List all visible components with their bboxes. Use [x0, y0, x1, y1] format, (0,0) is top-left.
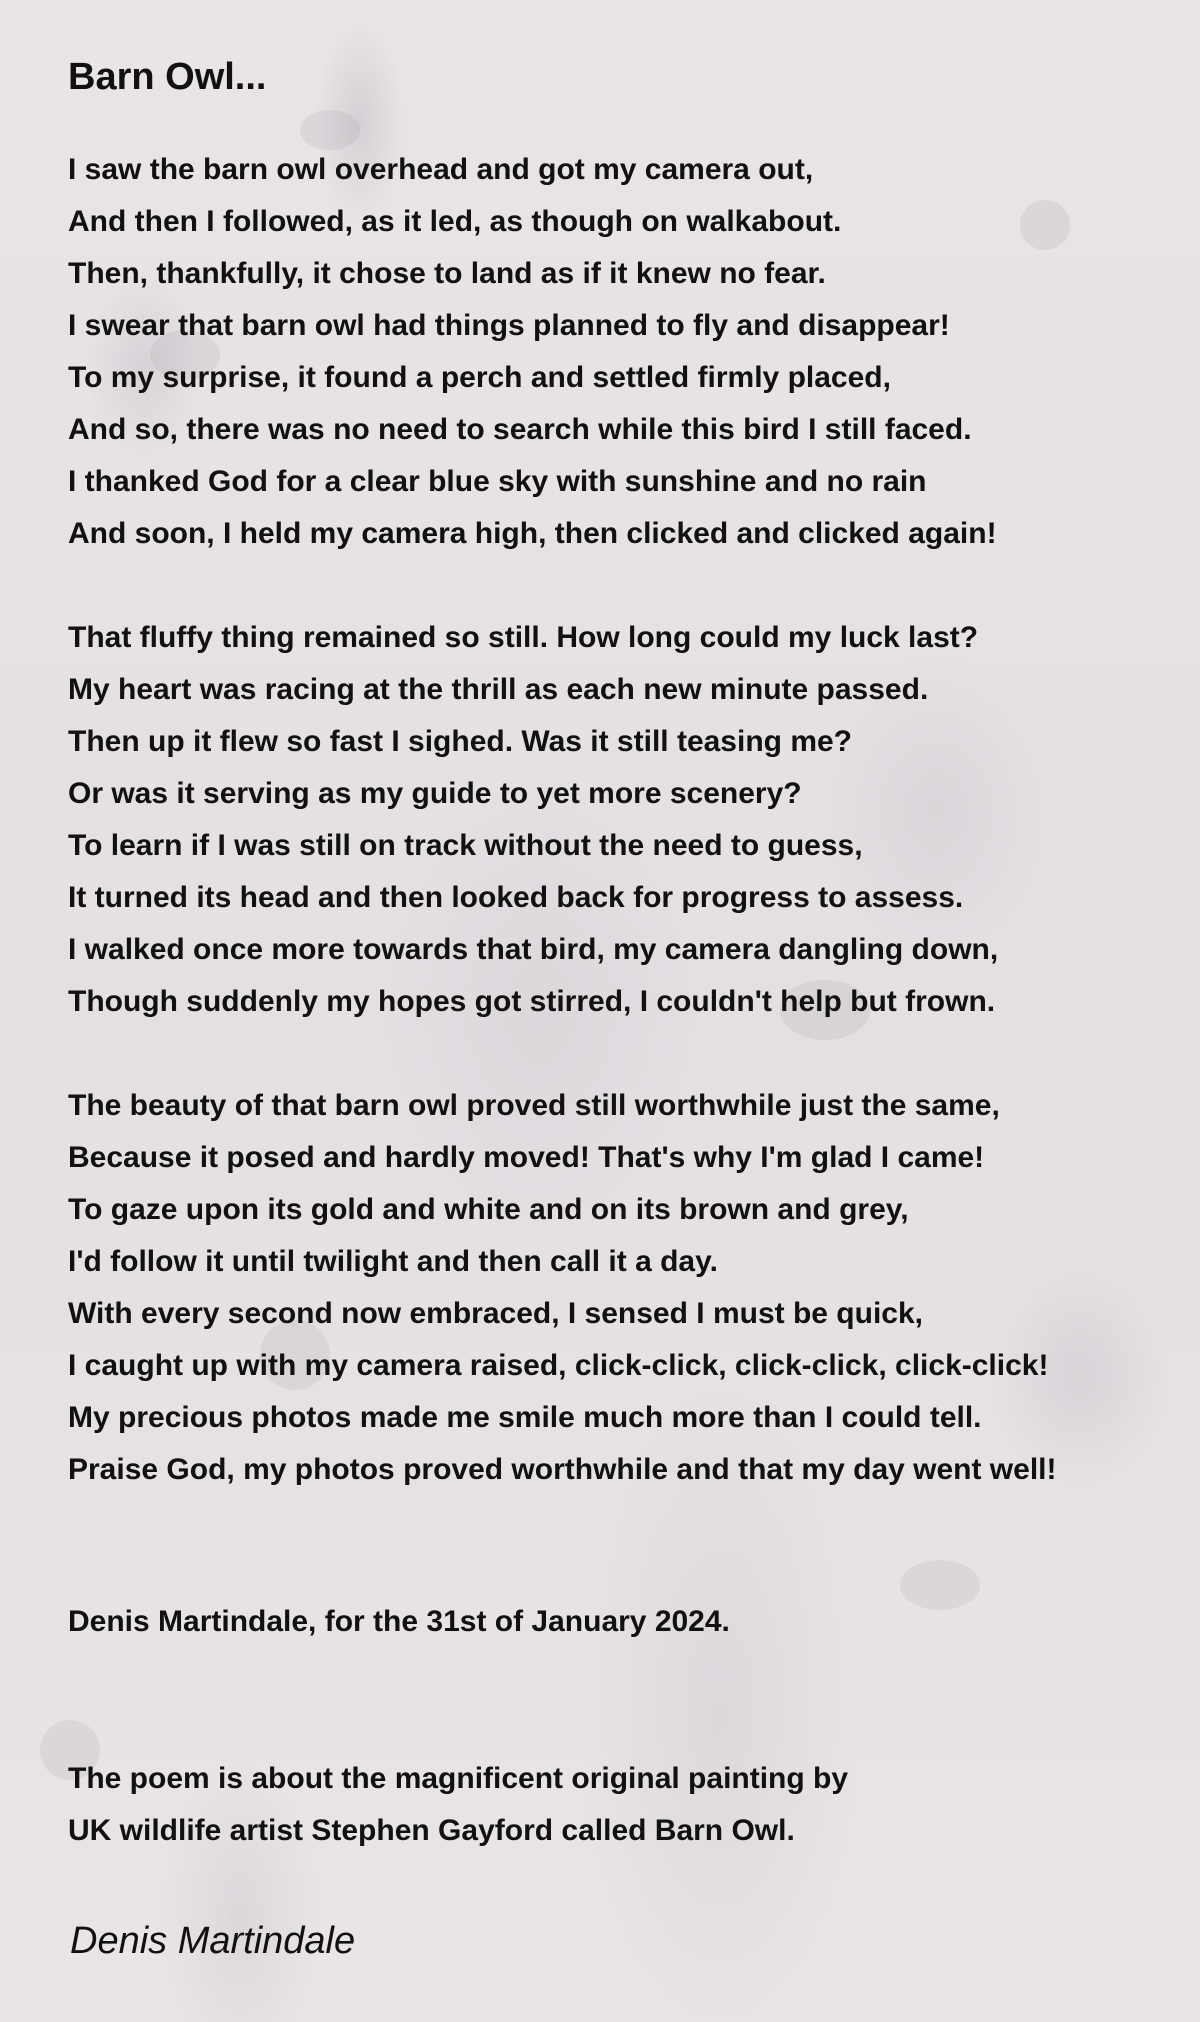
- poem-line: I walked once more towards that bird, my camera dangling down,: [68, 933, 999, 966]
- poem-note: [68, 1753, 1168, 1857]
- stanza-2: [68, 612, 1168, 1028]
- stanza-1: [68, 144, 1168, 560]
- poem-line: The beauty of that barn owl proved still worthwhile just the same,: [68, 1089, 1000, 1122]
- poem-line: Praise God, my photos proved worthwhile and that my day went well!: [68, 1453, 1057, 1486]
- poem-line: I'd follow it until twilight and then call it a day.: [68, 1245, 718, 1278]
- poem-line: I thanked God for a clear blue sky with sunshine and no rain: [68, 465, 927, 498]
- poem-line: Because it posed and hardly moved! That's why I'm glad I came!: [68, 1141, 985, 1174]
- poem-line: I saw the barn owl overhead and got my camera out,: [68, 153, 814, 186]
- poem-line: To my surprise, it found a perch and settled firmly placed,: [68, 361, 891, 394]
- poem-line: And then I followed, as it led, as though on walkabout.: [68, 205, 842, 238]
- poem-line: And so, there was no need to search while this bird I still faced.: [68, 413, 972, 446]
- poem-line: My precious photos made me smile much more than I could tell.: [68, 1401, 982, 1434]
- poem-line: It turned its head and then looked back for progress to assess.: [68, 881, 964, 914]
- poem-line: Then up it flew so fast I sighed. Was it still teasing me?: [68, 725, 852, 758]
- poem-line: To learn if I was still on track without the need to guess,: [68, 829, 863, 862]
- poem-line: With every second now embraced, I sensed I must be quick,: [68, 1297, 923, 1330]
- author-signature: Denis Martindale: [70, 1920, 356, 1962]
- poem-title: Barn Owl...: [68, 56, 267, 98]
- poem-line: And soon, I held my camera high, then clicked and clicked again!: [68, 517, 997, 550]
- poem-line: To gaze upon its gold and white and on its brown and grey,: [68, 1193, 909, 1226]
- poem-line: I caught up with my camera raised, click-click, click-click, click-click!: [68, 1349, 1049, 1382]
- dedication-line: Denis Martindale, for the 31st of January 2024.: [68, 1605, 730, 1638]
- poem-line: Or was it serving as my guide to yet more scenery?: [68, 777, 802, 810]
- poem-line: That fluffy thing remained so still. How long could my luck last?: [68, 621, 979, 654]
- note-line: The poem is about the magnificent original painting by: [68, 1762, 849, 1795]
- stanza-3: [68, 1080, 1168, 1496]
- poem-line: Then, thankfully, it chose to land as if it knew no fear.: [68, 257, 826, 290]
- poem-line: I swear that barn owl had things planned to fly and disappear!: [68, 309, 950, 342]
- poem-line: Though suddenly my hopes got stirred, I couldn't help but frown.: [68, 985, 996, 1018]
- dedication: [68, 1596, 1168, 1648]
- poem-page: [68, 50, 1168, 1857]
- note-line: UK wildlife artist Stephen Gayford called Barn Owl.: [68, 1814, 795, 1847]
- poem-line: My heart was racing at the thrill as each new minute passed.: [68, 673, 929, 706]
